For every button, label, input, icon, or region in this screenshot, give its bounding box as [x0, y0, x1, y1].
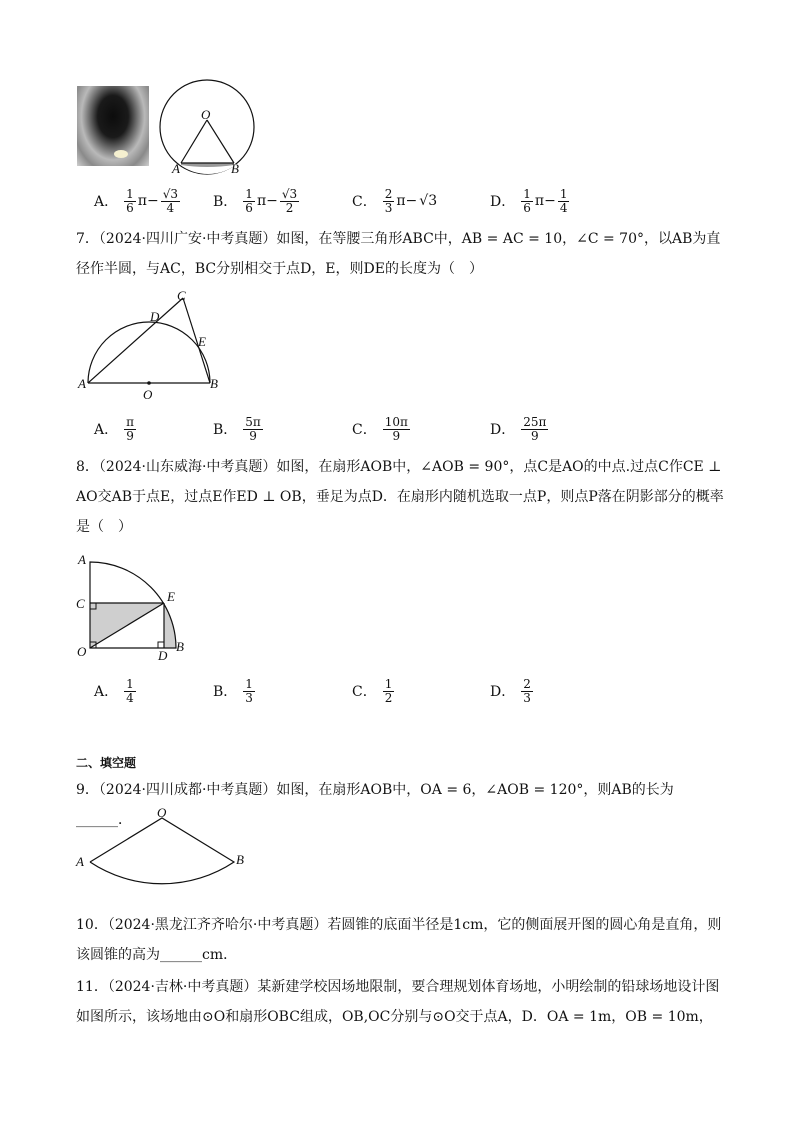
q7-label-b: B	[210, 376, 218, 391]
q7-option-b[interactable]: B． $\frac{5\pi}{9}$	[213, 414, 261, 443]
q9-figure	[72, 806, 262, 896]
pipe-photo	[77, 86, 149, 166]
q7-label-c: C	[177, 288, 186, 303]
q9-text: 9．（2024·四川成都·中考真题）如图，在扇形AOB中，OA = 6，∠AOB = 120°，则AB的长为______．	[76, 782, 674, 828]
q7-option-c[interactable]: C． $\frac{10\pi}{9}$	[352, 414, 408, 443]
q8-figure	[70, 548, 200, 663]
q8-label-c: C	[76, 596, 85, 611]
q6-label-o: O	[201, 107, 211, 122]
q6-circle	[160, 80, 254, 174]
q6-option-b[interactable]: B． $\frac{1}{6}$ π− $\frac{√3}{2}$	[213, 186, 298, 215]
q7-label-e: E	[198, 334, 206, 349]
q9-label-b: B	[236, 852, 244, 867]
q6-option-c[interactable]: C． $\frac{2}{3}$ π− √3	[352, 186, 438, 215]
q8-label-a: A	[78, 552, 86, 567]
q8-option-a[interactable]: A． $\frac{1}{4}$	[94, 676, 134, 705]
q7-label-a: A	[78, 376, 86, 391]
q6-label-a: A	[172, 161, 180, 176]
section-heading-fill-in: 二、填空题	[76, 756, 137, 770]
q8-option-d[interactable]: D． $\frac{2}{3}$	[490, 676, 531, 705]
q7-label-d: D	[150, 309, 160, 324]
q6-label-b: B	[231, 161, 239, 176]
q7-label-o: O	[143, 387, 153, 402]
q8-label-o: O	[77, 644, 87, 659]
q8-shaded-sector	[164, 603, 176, 648]
pipe-light	[114, 150, 128, 158]
q10-text: 10．（2024·黑龙江齐齐哈尔·中考真题）若圆锥的底面半径是1cm，它的侧面展开图的圆心角是直角，则该圆锥的高为______cm．	[76, 917, 722, 963]
q6-figure	[150, 70, 270, 180]
q7-text: 7．（2024·四川广安·中考真题）如图，在等腰三角形ABC中，AB = AC = 10，∠C = 70°，以AB为直径作半圆，与AC，BC分别相交于点D，E，则DE的长度为（ ）	[76, 231, 721, 277]
q7-option-d[interactable]: D． $\frac{25\pi}{9}$	[490, 414, 547, 443]
q6-option-d[interactable]: D． $\frac{1}{6}$ π− $\frac{1}{4}$	[490, 186, 568, 215]
q11-text: 11．（2024·吉林·中考真题）某新建学校因场地限制，要合理规划体育场地，小明绘制的铅球场地设计图如图所示，该场地由⊙O和扇形OBC组成，OB,OC分别与⊙O交于点A，D．OA = 1m，OB = 10m，	[76, 979, 720, 1025]
q7-option-a[interactable]: A． $\frac{\pi}{9}$	[94, 414, 135, 443]
q8-text: 8．（2024·山东威海·中考真题）如图，在扇形AOB中，∠AOB = 90°，点C是AO的中点.过点C作CE ⊥ AO交AB于点E，过点E作ED ⊥ OB，垂足为点D．在扇形内随机选取一点P，则点P落在阴影部分的概率是（ ）	[76, 459, 724, 535]
q6-option-a[interactable]: A． $\frac{1}{6}$ π− $\frac{√3}{4}$	[94, 186, 178, 215]
q9-label-a: A	[76, 854, 84, 869]
q9-label-o: O	[157, 806, 167, 820]
q7-figure	[70, 285, 230, 405]
q8-option-c[interactable]: C． $\frac{1}{2}$	[352, 676, 393, 705]
q8-label-d: D	[158, 648, 168, 663]
q8-option-b[interactable]: B． $\frac{1}{3}$	[213, 676, 253, 705]
q8-label-e: E	[167, 589, 175, 604]
q8-label-b: B	[176, 639, 184, 654]
